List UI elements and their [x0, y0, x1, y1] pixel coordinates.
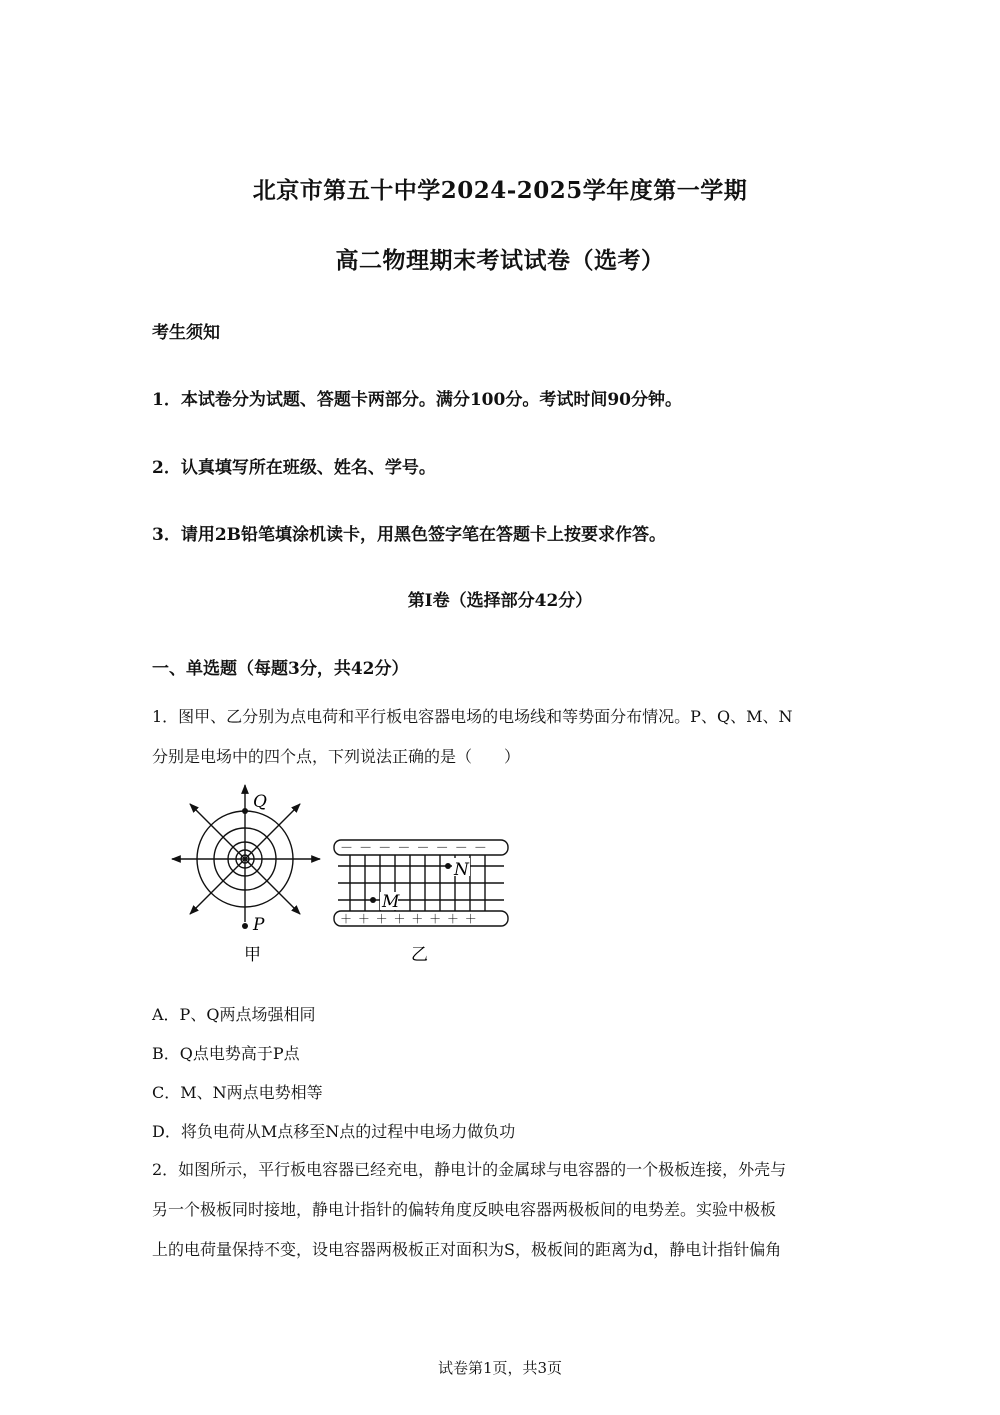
part1-title: 第Ⅰ卷（选择部分42分）	[407, 591, 593, 611]
caption-right: 乙	[411, 945, 428, 965]
q1-option-d: D．将负电荷从M点移至N点的过程中电场力做负功	[152, 1122, 516, 1141]
q1-option-a: A．P、Q两点场强相同	[152, 1005, 316, 1024]
q1-stem-line2: 分别是电场中的四个点，下列说法正确的是（ ）	[152, 747, 521, 766]
q1-option-b: B．Q点电势高于P点	[152, 1044, 300, 1063]
point-N	[445, 863, 451, 869]
point-P	[242, 923, 248, 929]
q1-option-c: C．M、N两点电势相等	[152, 1083, 323, 1102]
point-charge-figure	[172, 785, 320, 922]
label-M: M	[382, 892, 400, 912]
notice-item-3: 3．请用2B铅笔填涂机读卡，用黑色签字笔在答题卡上按要求作答。	[152, 525, 667, 545]
q2-line-1: 2．如图所示，平行板电容器已经充电，静电计的金属球与电容器的一个极板连接，外壳与	[152, 1160, 787, 1179]
q1-figure	[160, 782, 520, 972]
label-N: N	[454, 860, 469, 880]
caption-left: 甲	[244, 945, 261, 965]
bottom-plate-signs: ＋ ＋ ＋ ＋ ＋ ＋ ＋ ＋	[340, 912, 478, 926]
q2-line-2: 另一个极板同时接地，静电计指针的偏转角度反映电容器两极板间的电势差。实验中极板	[152, 1200, 777, 1219]
page-footer: 试卷第1页，共3页	[437, 1359, 563, 1377]
notice-item-2: 2．认真填写所在班级、姓名、学号。	[152, 458, 436, 478]
q1-stem-line1: 1．图甲、乙分别为点电荷和平行板电容器电场的电场线和等势面分布情况。P、Q、M、N	[152, 707, 793, 726]
top-plate-signs: － － － － － － － －	[340, 841, 488, 856]
exam-title-line1: 北京市第五十中学2024-2025学年度第一学期	[252, 177, 748, 204]
notice-item-1: 1．本试卷分为试题、答题卡两部分。满分100分。考试时间90分钟。	[152, 390, 682, 410]
exam-title-line2: 高二物理期末考试试卷（选考）	[335, 247, 665, 274]
notice-heading: 考生须知	[152, 323, 220, 343]
point-Q	[242, 808, 248, 814]
q2-line-3: 上的电荷量保持不变，设电容器两极板正对面积为S，极板间的距离为d，静电计指针偏角	[152, 1240, 782, 1259]
point-M	[370, 897, 376, 903]
section1-title: 一、单选题（每题3分，共42分）	[152, 659, 409, 679]
label-Q: Q	[253, 792, 267, 812]
label-P: P	[253, 915, 265, 935]
